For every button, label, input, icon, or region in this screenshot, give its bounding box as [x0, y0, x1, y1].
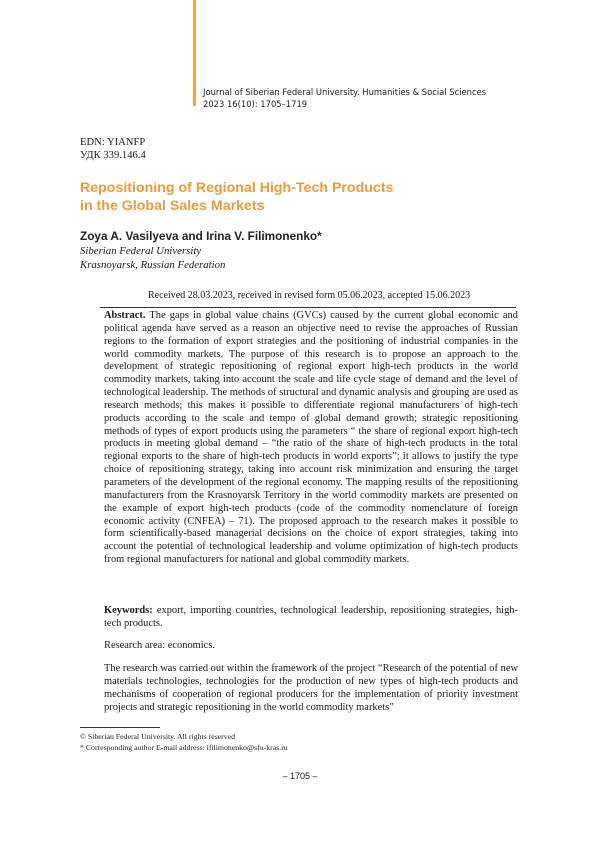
- keywords-label: Keywords:: [104, 605, 153, 616]
- author-affiliation: [80, 245, 225, 272]
- journal-header: [203, 87, 486, 110]
- keywords-text: export, importing countries, technological leadership, repositioning strategies, high-tech products.: [104, 605, 518, 629]
- title-line-2: in the Global Sales Markets: [80, 197, 265, 214]
- received-dates: Received 28.03.2023, received in revised form 05.06.2023, accepted 15.06.2023: [148, 290, 471, 301]
- udk-code: УДК 339.146.4: [80, 150, 146, 162]
- footnote-divider: [80, 727, 160, 728]
- journal-volume: 2023 16(10): 1705–1719: [203, 98, 308, 109]
- header-accent-bar: [193, 0, 196, 106]
- divider: [100, 307, 516, 308]
- abstract-label: Abstract.: [104, 310, 146, 321]
- affiliation-location: Krasnoyarsk, Russian Federation: [80, 258, 226, 271]
- edn-code: EDN: YIANFP: [80, 137, 146, 148]
- journal-name: Journal of Siberian Federal University. Humanities & Social Sciences: [203, 87, 487, 97]
- affiliation-university: Siberian Federal University: [80, 245, 202, 257]
- abstract: [104, 310, 518, 567]
- research-area: Research area: economics.: [104, 640, 215, 651]
- abstract-text: The gaps in global value chains (GVCs) caused by the current global economic and political agenda have served as a reason an objective need to revise the approaches of Russian regions to the formation of export strategies and the positioning of industrial companies in the world commodity markets. The purpose of this research is to propose an approach to the development of strategic repositioning of regional export high-tech products in the world commodity markets, taking into account the scale and life cycle stage of demand and the level of technological leadership. The methods of structural and dynamic analysis and grouping are used as research methods; this makes it possible to differentiate regional manufacturers of high-tech products according to the scale and tempo of global demand growth; strategic repositioning methods of types of export products using the parameters “ the share of regional export high-tech products in meeting global demand – “the ratio of the share of high-tech products in the total regional exports to the share of high-tech products in world exports”; it allows to justify the type choice of repositioning strategy, taking into account risk minimization and ensuring the target parameters of the development of the regional economy. The mapping results of the repositioning manufacturers from the Krasnoyarsk Territory in the world commodity markets are presented on the example of export high-tech products (code of the commodity nomenclature of foreign economic activity (CNFEA) – 71). The proposed approach to the research makes it possible to form scientifically-based managerial decisions on the choice of export strategies, taking into account the potential of technological leadership and volume optimization of high-tech products from regional manufacturers for national and global commodity markets.: [104, 310, 518, 566]
- research-funding-note: The research was carried out within the framework of the project “Research of the potential of new materials technologies, technologies for the production of new types of high-tech products and mechanisms of cooperation of regional producers for the implementation of priority investment projects and strategic repositioning in the world commodity markets”: [104, 663, 518, 713]
- keywords: [104, 605, 518, 631]
- corresponding-author-footnote: * Corresponding author E-mail address: ifilimonenko@sfu-kras.ru: [80, 743, 288, 752]
- copyright-footnote: © Siberian Federal University. All rights reserved: [80, 732, 236, 741]
- page-number: – 1705 –: [282, 771, 318, 781]
- author-names: Zoya A. Vasilyeva and Irina V. Filimonenko*: [80, 229, 322, 243]
- article-title: [80, 180, 520, 215]
- title-line-1: Repositioning of Regional High-Tech Products: [80, 180, 394, 196]
- article-identifiers: [80, 136, 146, 163]
